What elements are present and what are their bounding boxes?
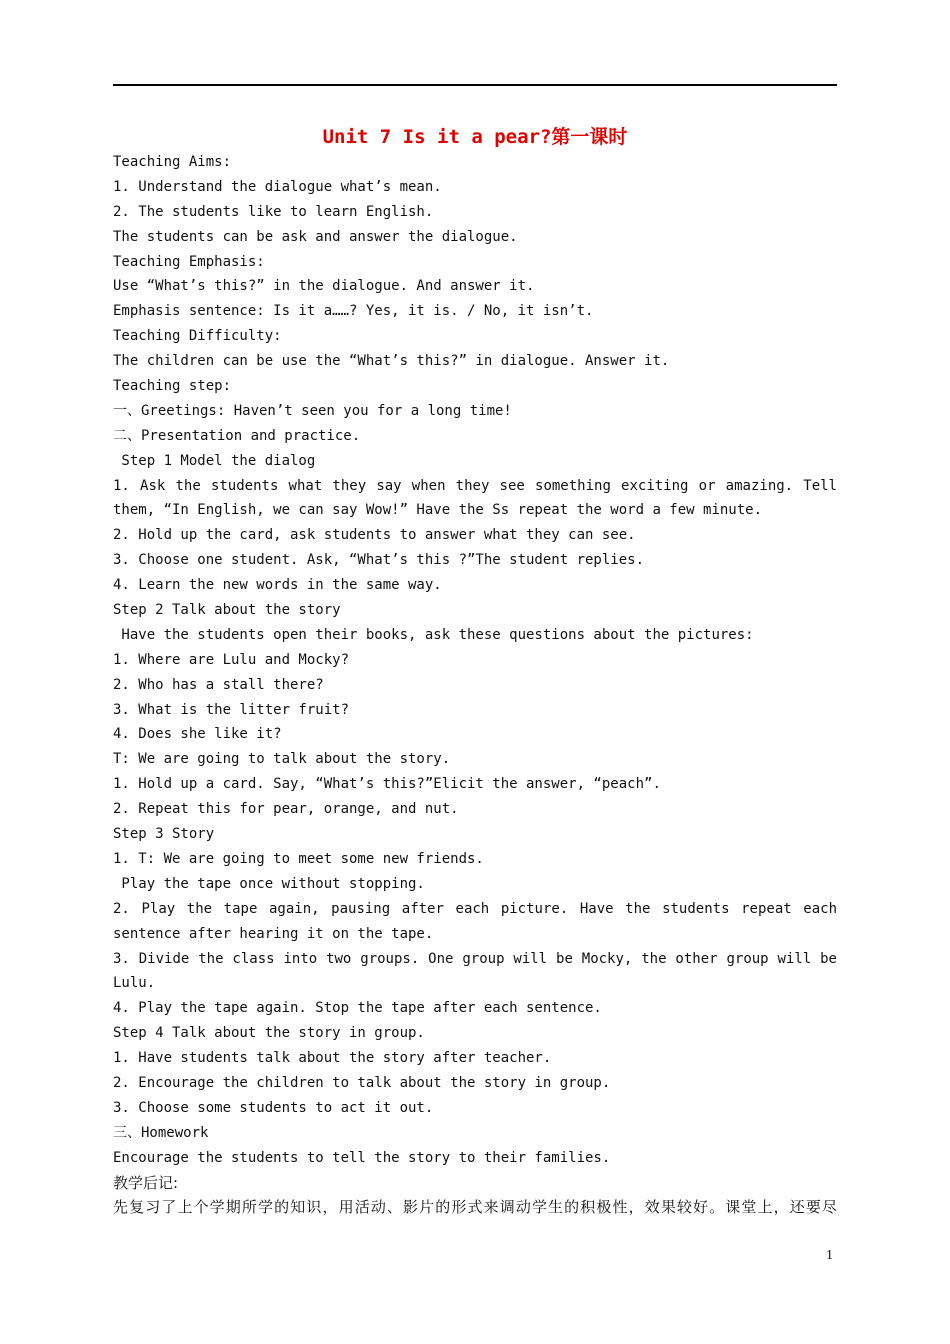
header-rule — [113, 84, 837, 86]
text-line: Step 4 Talk about the story in group. — [113, 1025, 425, 1042]
text-line: Teaching Difficulty: — [113, 328, 282, 345]
text-line: Teaching step: — [113, 378, 232, 395]
text-line: Step 3 Story — [113, 826, 215, 843]
text-line: 1. T: We are going to meet some new friends. — [113, 850, 484, 867]
text-line: 3. What is the litter fruit? — [113, 701, 350, 718]
text-line: 2. Encourage the children to talk about the story in group. — [113, 1074, 611, 1091]
text-line: Step 1 Model the dialog — [113, 452, 316, 469]
text-line: 4. Learn the new words in the same way. — [113, 577, 442, 594]
page-title: Unit 7 Is it a pear?第一课时 — [322, 126, 628, 148]
text-line: 1. Have students talk about the story after teacher. — [113, 1050, 552, 1067]
text-line: 教学后记: — [113, 1173, 179, 1192]
text-line: Encourage the students to tell the story to their families. — [113, 1149, 611, 1166]
text-line: 2. The students like to learn English. — [113, 203, 434, 220]
document-body — [113, 150, 837, 1220]
text-line: 3. Divide the class into two groups. One group will be Mocky, the other group will be — [113, 950, 837, 967]
page-number: 1 — [826, 1248, 833, 1263]
text-line: Have the students open their books, ask these questions about the pictures: — [113, 626, 754, 643]
text-line: 一、Greetings: Haven’t seen you for a long time! — [113, 402, 512, 419]
text-line: Emphasis sentence: Is it a……? Yes, it is. / No, it isn’t. — [113, 303, 594, 320]
text-line: 4. Play the tape again. Stop the tape after each sentence. — [113, 1000, 602, 1017]
text-line: Teaching Aims: — [113, 154, 232, 170]
text-line: 3. Choose one student. Ask, “What’s this ?”The student replies. — [113, 552, 645, 569]
text-line: 4. Does she like it? — [113, 726, 282, 743]
text-line: 2. Who has a stall there? — [113, 676, 324, 693]
text-line: Lulu. — [113, 975, 156, 992]
text-line: them, “In English, we can say Wow!” Have the Ss repeat the word a few minute. — [113, 502, 763, 519]
text-line: 1. Ask the students what they say when they see something exciting or amazing. Tell — [113, 477, 837, 494]
text-line: Play the tape once without stopping. — [113, 875, 425, 892]
text-line: 2. Play the tape again, pausing after each picture. Have the students repeat each — [113, 900, 837, 917]
text-line: Step 2 Talk about the story — [113, 602, 341, 619]
text-line: The children can be use the “What’s this?” in dialogue. Answer it. — [113, 353, 670, 370]
text-line: 三、Homework — [113, 1124, 209, 1141]
text-line: The students can be ask and answer the dialogue. — [113, 228, 518, 245]
text-line: sentence after hearing it on the tape. — [113, 925, 434, 942]
text-line: 2. Hold up the card, ask students to answer what they can see. — [113, 527, 636, 544]
text-line: Teaching Emphasis: — [113, 253, 265, 270]
text-line: 先复习了上个学期所学的知识，用活动、影片的形式来调动学生的积极性，效果较好。课堂上，还要尽 — [113, 1198, 837, 1217]
text-line: Use “What’s this?” in the dialogue. And answer it. — [113, 278, 535, 295]
text-line: 1. Hold up a card. Say, “What’s this?”Elicit the answer, “peach”. — [113, 776, 661, 793]
text-line: 二、Presentation and practice. — [113, 427, 361, 444]
text-line: 3. Choose some students to act it out. — [113, 1099, 434, 1116]
text-line: 2. Repeat this for pear, orange, and nut. — [113, 801, 459, 818]
text-line: T: We are going to talk about the story. — [113, 751, 451, 768]
text-line: 1. Understand the dialogue what’s mean. — [113, 178, 442, 195]
text-line: 1. Where are Lulu and Mocky? — [113, 651, 350, 668]
